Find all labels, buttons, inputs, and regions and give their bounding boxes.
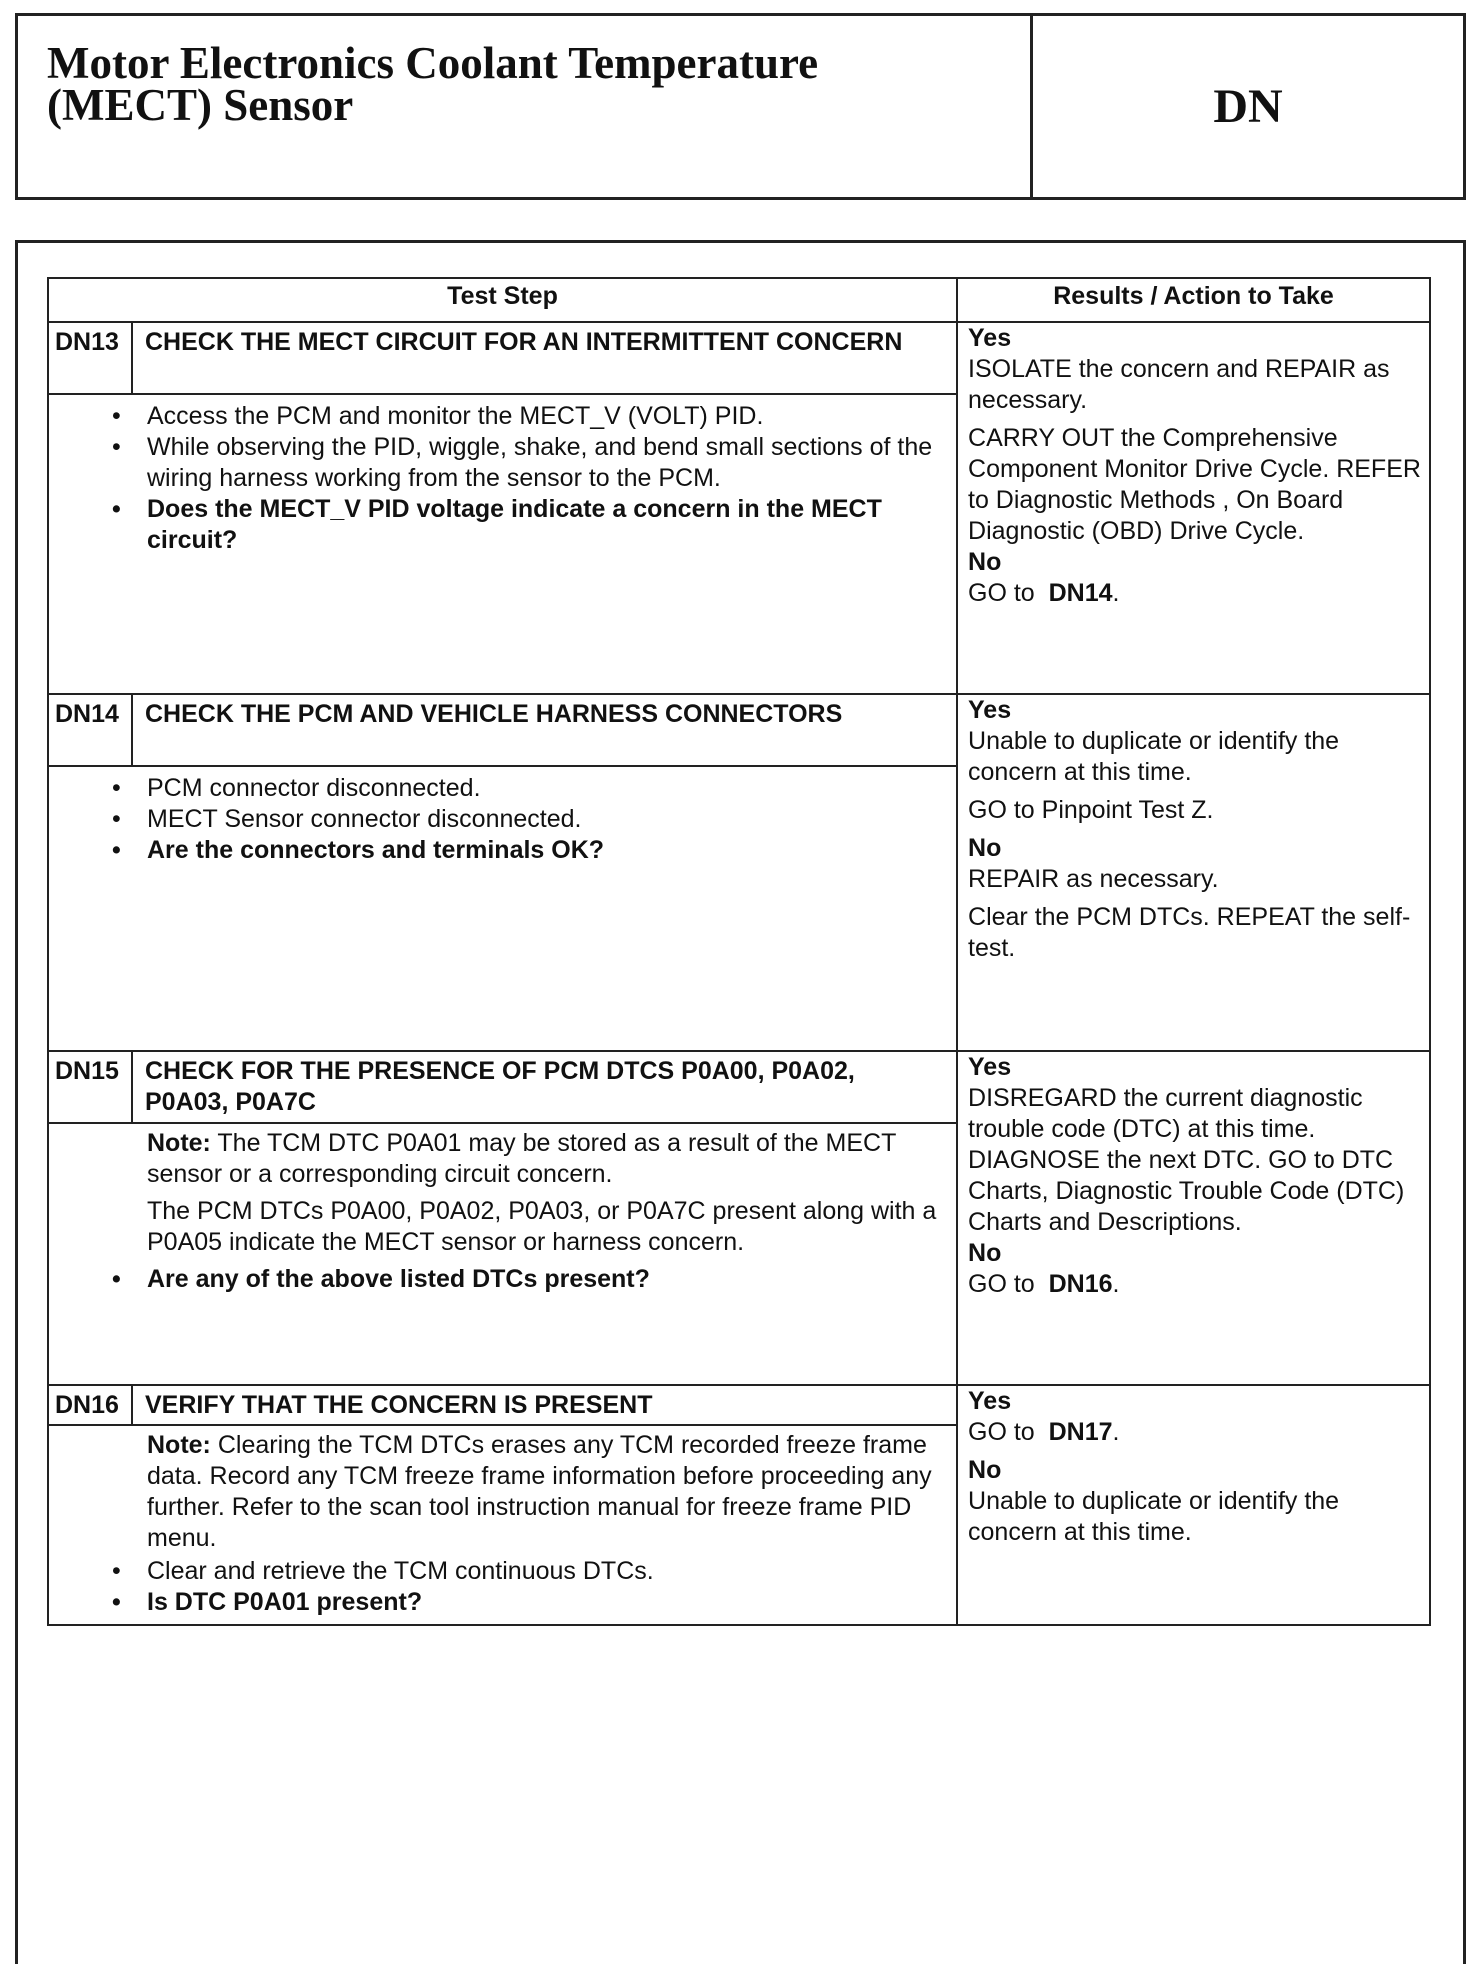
no-label: No <box>968 1239 1002 1267</box>
step-note <box>147 1128 944 1190</box>
no-label: No <box>968 548 1002 576</box>
step-code: DN16 <box>48 1385 132 1425</box>
step-code: DN14 <box>48 694 132 766</box>
yes-action-target: DN17 <box>1048 1418 1113 1446</box>
table-row <box>48 1051 1430 1123</box>
step-title: CHECK FOR THE PRESENCE OF PCM DTCS P0A00, P0A02, P0A03, P0A7C <box>132 1051 957 1123</box>
yes-action: CARRY OUT the Comprehensive Component Monitor Drive Cycle. REFER to Diagnostic Methods , On Board Diagnostic (OBD) Drive Cycle. <box>968 424 1421 545</box>
no-action-suffix: . <box>1112 579 1120 607</box>
table-row <box>48 694 1430 766</box>
list-item: • Access the PCM and monitor the MECT_V (VOLT) PID. <box>147 401 944 432</box>
section-code: DN <box>1213 80 1283 133</box>
step-title: CHECK THE PCM AND VEHICLE HARNESS CONNECTORS <box>132 694 957 766</box>
step-results <box>957 322 1430 694</box>
page-title-line-1: Motor Electronics Coolant Temperature <box>47 38 819 88</box>
no-action <box>968 1269 1421 1300</box>
table-header-row <box>48 278 1430 322</box>
test-step-table <box>47 277 1431 1626</box>
yes-action-suffix: . <box>1112 1418 1120 1446</box>
no-action-text: GO to <box>968 579 1035 607</box>
page-title <box>47 38 987 130</box>
note-label: Note: <box>147 1129 211 1157</box>
yes-label: Yes <box>968 324 1012 352</box>
no-label: No <box>968 834 1002 862</box>
yes-label: Yes <box>968 1053 1012 1081</box>
list-item: • PCM connector disconnected. <box>147 773 944 804</box>
step-bullets <box>147 1264 944 1295</box>
table-row <box>48 322 1430 394</box>
list-item: • While observing the PID, wiggle, shake, and bend small sections of the wiring harness working from the sensor to the PCM. <box>147 432 944 494</box>
no-action <box>968 578 1421 609</box>
step-body <box>48 394 957 694</box>
step-bullets <box>147 1556 944 1618</box>
step-body <box>48 766 957 1051</box>
yes-label: Yes <box>968 1387 1012 1415</box>
no-action: Unable to duplicate or identify the concern at this time. <box>968 1487 1340 1546</box>
no-action: REPAIR as necessary. <box>968 865 1219 893</box>
step-bullets <box>147 773 944 866</box>
list-item: • Does the MECT_V PID voltage indicate a concern in the MECT circuit? <box>147 494 944 556</box>
step-paragraph: The PCM DTCs P0A00, P0A02, P0A03, or P0A7C present along with a P0A05 indicate the MECT sensor or harness concern. <box>147 1197 937 1256</box>
yes-action: GO to Pinpoint Test Z. <box>968 796 1214 824</box>
no-action: Clear the PCM DTCs. REPEAT the self-test. <box>968 903 1411 962</box>
step-code: DN13 <box>48 322 132 394</box>
yes-action-text: GO to <box>968 1418 1035 1446</box>
step-results <box>957 1385 1430 1625</box>
note-text: Clearing the TCM DTCs erases any TCM recorded freeze frame data. Record any TCM freeze frame information before proceeding any further. Refer to the scan tool instruction manual for freeze frame PID menu. <box>147 1431 932 1552</box>
yes-action <box>968 1417 1421 1448</box>
list-item: • Clear and retrieve the TCM continuous DTCs. <box>147 1556 944 1587</box>
note-label: Note: <box>147 1431 211 1459</box>
step-title: CHECK THE MECT CIRCUIT FOR AN INTERMITTENT CONCERN <box>132 322 957 394</box>
list-item: • Are the connectors and terminals OK? <box>147 835 944 866</box>
no-action-target: DN16 <box>1048 1270 1113 1298</box>
step-results <box>957 694 1430 1051</box>
step-title: VERIFY THAT THE CONCERN IS PRESENT <box>132 1385 957 1425</box>
column-header-test-step: Test Step <box>48 278 957 322</box>
page-title-line-2: (MECT) Sensor <box>47 80 354 130</box>
no-action-suffix: . <box>1112 1270 1120 1298</box>
step-code: DN15 <box>48 1051 132 1123</box>
yes-label: Yes <box>968 696 1012 724</box>
table-row <box>48 1385 1430 1425</box>
yes-action: ISOLATE the concern and REPAIR as necessary. <box>968 355 1390 414</box>
no-action-target: DN14 <box>1048 579 1113 607</box>
list-item: • Is DTC P0A01 present? <box>147 1587 944 1618</box>
no-action-text: GO to <box>968 1270 1035 1298</box>
step-bullets <box>147 401 944 556</box>
note-text: The TCM DTC P0A01 may be stored as a result of the MECT sensor or a corresponding circuit concern. <box>147 1129 896 1188</box>
list-item: • Are any of the above listed DTCs present? <box>147 1264 944 1295</box>
yes-action: DISREGARD the current diagnostic trouble code (DTC) at this time. DIAGNOSE the next DTC. GO to DTC Charts, Diagnostic Trouble Code (DTC) Charts and Descriptions. <box>968 1084 1405 1236</box>
no-label: No <box>968 1456 1002 1484</box>
step-body <box>48 1425 957 1625</box>
column-header-results: Results / Action to Take <box>957 278 1430 322</box>
list-item: • MECT Sensor connector disconnected. <box>147 804 944 835</box>
step-note <box>147 1430 944 1554</box>
step-body <box>48 1123 957 1385</box>
yes-action: Unable to duplicate or identify the concern at this time. <box>968 727 1340 786</box>
step-results <box>957 1051 1430 1385</box>
